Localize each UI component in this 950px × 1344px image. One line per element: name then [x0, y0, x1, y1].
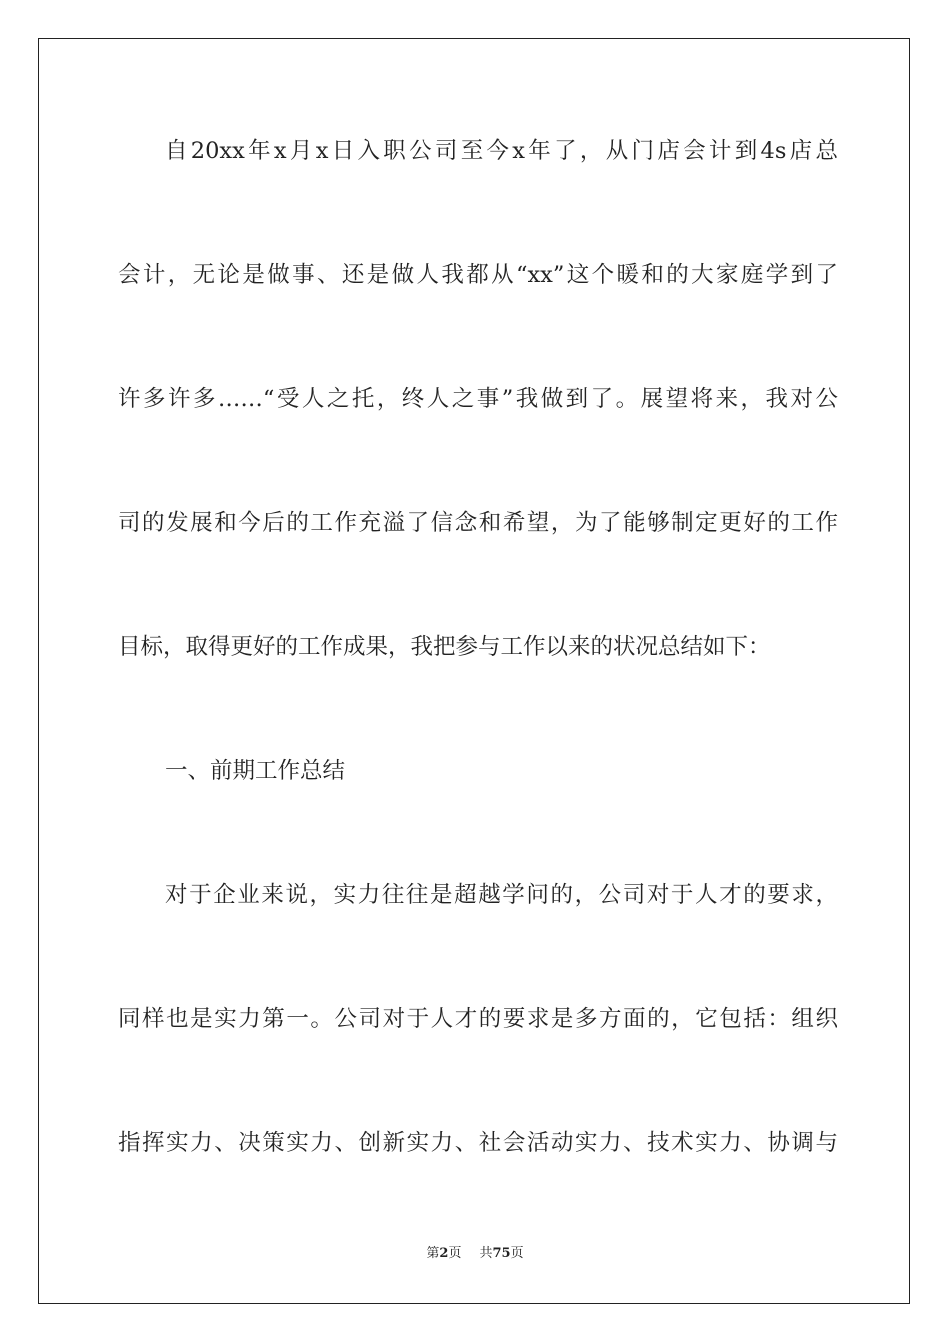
- paragraph-line: 指挥实力、决策实力、创新实力、社会活动实力、技术实力、协调与: [118, 1130, 838, 1156]
- paragraph-line: 自20xx年x月x日入职公司至今x年了，从门店会计到4s店总: [165, 138, 838, 164]
- footer-total-prefix: 共: [479, 1246, 493, 1261]
- footer-total-pages: 75: [492, 1246, 511, 1261]
- paragraph-line: 目标，取得更好的工作成果，我把参与工作以来的状况总结如下：: [118, 634, 771, 660]
- paragraph-line: 司的发展和今后的工作充溢了信念和希望，为了能够制定更好的工作: [118, 510, 838, 536]
- page-footer: [0, 1244, 950, 1264]
- paragraph-line: 许多许多……“受人之托，终人之事”我做到了。展望将来，我对公: [118, 386, 838, 412]
- section-heading: 一、前期工作总结: [165, 758, 346, 784]
- footer-total-suffix: 页: [510, 1246, 524, 1261]
- page-border: [38, 38, 910, 1304]
- footer-page-prefix: 第: [426, 1246, 440, 1261]
- footer-page-number: 2: [439, 1246, 449, 1261]
- paragraph-line: 同样也是实力第一。公司对于人才的要求是多方面的，它包括：组织: [118, 1006, 838, 1032]
- paragraph-line: 对于企业来说，实力往往是超越学问的，公司对于人才的要求，: [165, 882, 838, 908]
- paragraph-line: 会计，无论是做事、还是做人我都从“xx”这个暖和的大家庭学到了: [118, 262, 838, 288]
- footer-page-suffix: 页: [448, 1246, 462, 1261]
